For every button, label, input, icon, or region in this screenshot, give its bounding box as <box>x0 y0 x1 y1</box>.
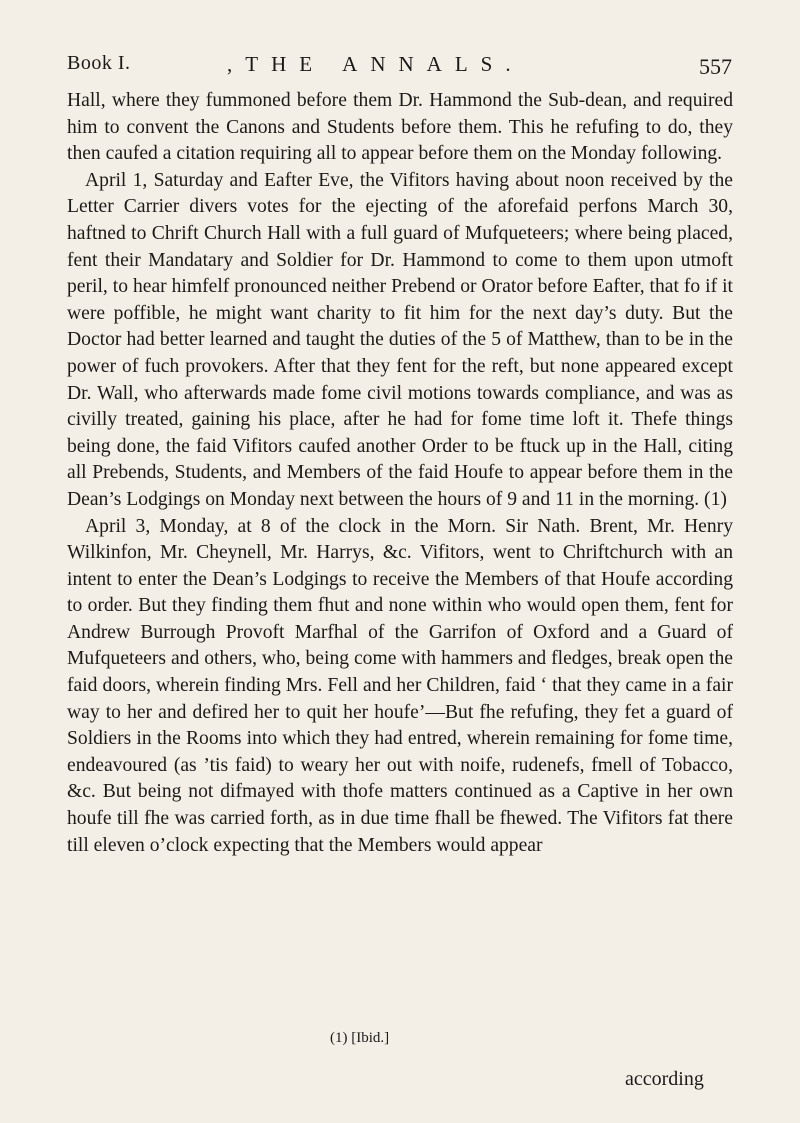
catchword: according <box>625 1068 704 1090</box>
footnote: (1) [Ibid.] <box>330 1030 390 1046</box>
paragraph-1: Hall, where they fummoned before them Dr. Hammond the Sub-dean, and required him to convent the Canons and Students before them. This he refufing to do, they then caufed a citation requiring all to appear before them on the Monday following. <box>67 90 733 165</box>
book-label: Book I. <box>67 52 131 74</box>
paragraph-3: April 3, Monday, at 8 of the clock in the Morn. Sir Nath. Brent, Mr. Henry Wilkinfon, Mr. Cheynell, Mr. Harrys, &c. Vifitors, went to Chriftchurch with an intent to enter the Dean’s Lodgings to receive the Members of that Houfe according to order. But they finding them fhut and none within who would open them, fent for Andrew Burrough Provoft Marfhal of the Garrifon of Oxford and a Guard of Mufqueteers and others, who, being come with hammers and fledges, break open the faid doors, wherein finding Mrs. Fell and her Children, faid ‘ that they came in a fair way to her and defired her to quit her houfe’—But fhe refufing, they fet a guard of Soldiers in the Rooms into which they had entred, wherein remaining for fome time, endeavoured (as ’tis faid) to weary her out with noife, rudenefs, fmell of Tobacco, &c. But being not difmayed with thofe matters continued as a Captive in her own houfe till fhe was carried forth, as in due time fhall be fhewed. The Vifitors fat there till eleven o’clock expecting that the Members would appear <box>67 515 733 856</box>
running-head <box>67 52 732 82</box>
running-title: ,THE ANNALS. <box>227 52 524 76</box>
body-text <box>67 88 733 859</box>
paragraph-2: April 1, Saturday and Eafter Eve, the Vifitors having about noon received by the Letter Carrier divers votes for the ejecting of the aforefaid perfons March 30, haftned to Chrift Church Hall with a full guard of Mufqueteers; where being placed, fent their Mandatary and Soldier for Dr. Hammond to come to them upon utmoft peril, to hear himfelf pronounced neither Prebend or Orator before Eafter, that fo if it were poffible, he might want charity to fit him for the next day’s duty. But the Doctor had better learned and taught the duties of the 5 of Matthew, than to be in the power of fuch provokers. After that they fent for the reft, but none appeared except Dr. Wall, who afterwards made fome civil motions towards compliance, and was as civilly treated, gaining his place, after he had for fome time loft it. Thefe things being done, the faid Vifitors caufed another Order to be ftuck up in the Hall, citing all Prebends, Students, and Members of the faid Houfe to appear before them in the Dean’s Lodgings on Monday next between the hours of 9 and 11 in the morning. (1) <box>67 169 733 510</box>
page-number: 557 <box>699 54 732 79</box>
